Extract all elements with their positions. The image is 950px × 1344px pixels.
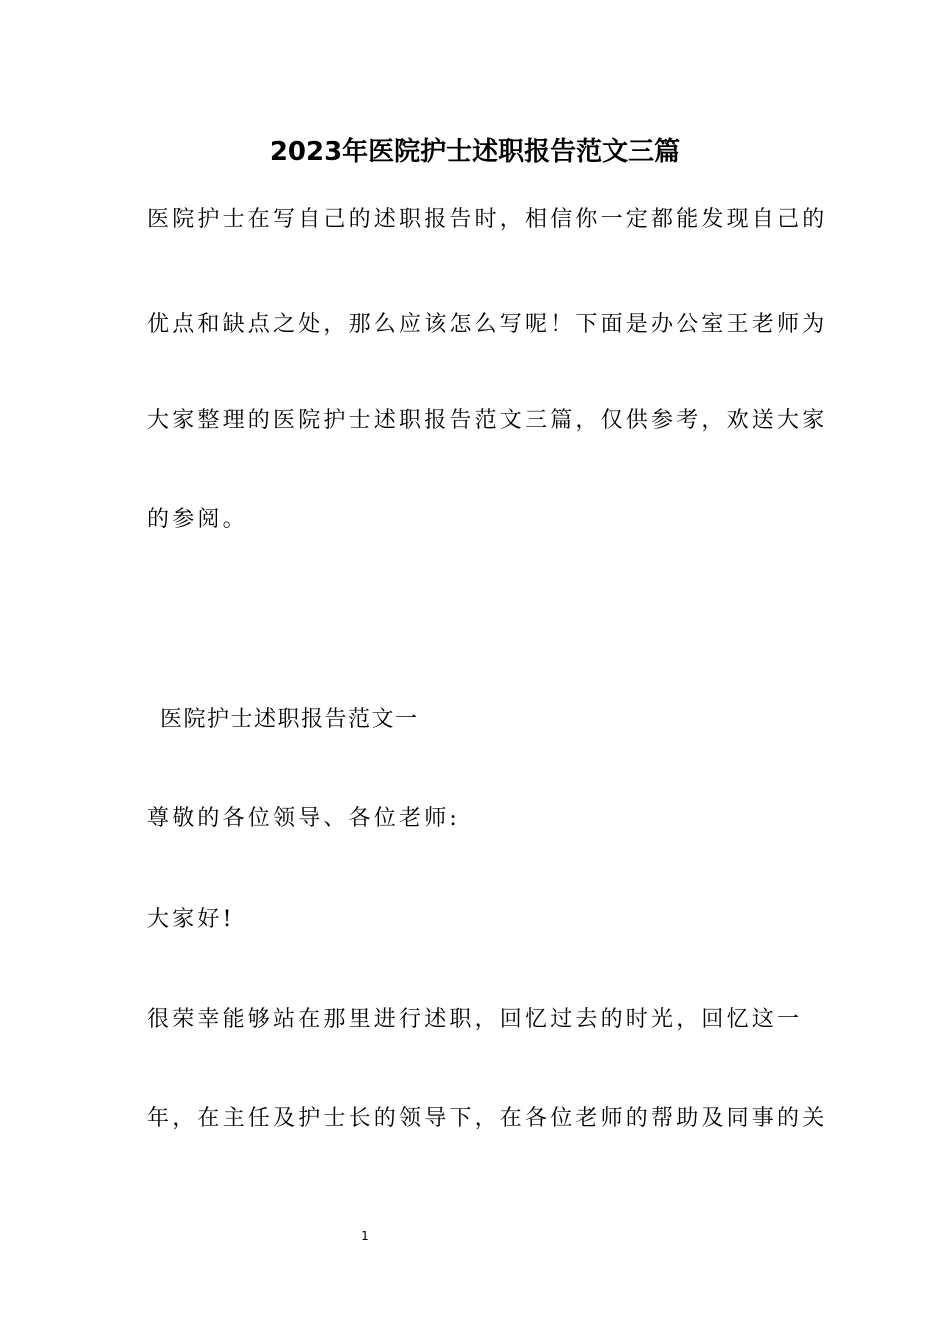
intro-line-2: 优点和缺点之处，那么应该怎么写呢！下面是办公室王老师为: [147, 312, 828, 337]
intro-line-4: 的参阅。: [147, 507, 248, 532]
intro-line-3: 大家整理的医院护士述职报告范文三篇，仅供参考，欢送大家: [147, 408, 828, 433]
section-heading: 医院护士述职报告范文一: [160, 707, 419, 732]
greeting: 大家好!: [147, 907, 235, 932]
intro-line-1: 医院护士在写自己的述职报告时，相信你一定都能发现自己的: [147, 207, 828, 232]
document-title: 2023年医院护士述职报告范文三篇: [269, 137, 681, 167]
page-number: 1: [361, 1229, 369, 1243]
body-line-1: 很荣幸能够站在那里进行述职，回忆过去的时光，回忆这一: [147, 1007, 803, 1032]
body-line-2: 年，在主任及护士长的领导下，在各位老师的帮助及同事的关: [147, 1106, 828, 1131]
salutation: 尊敬的各位领导、各位老师:: [147, 806, 461, 831]
